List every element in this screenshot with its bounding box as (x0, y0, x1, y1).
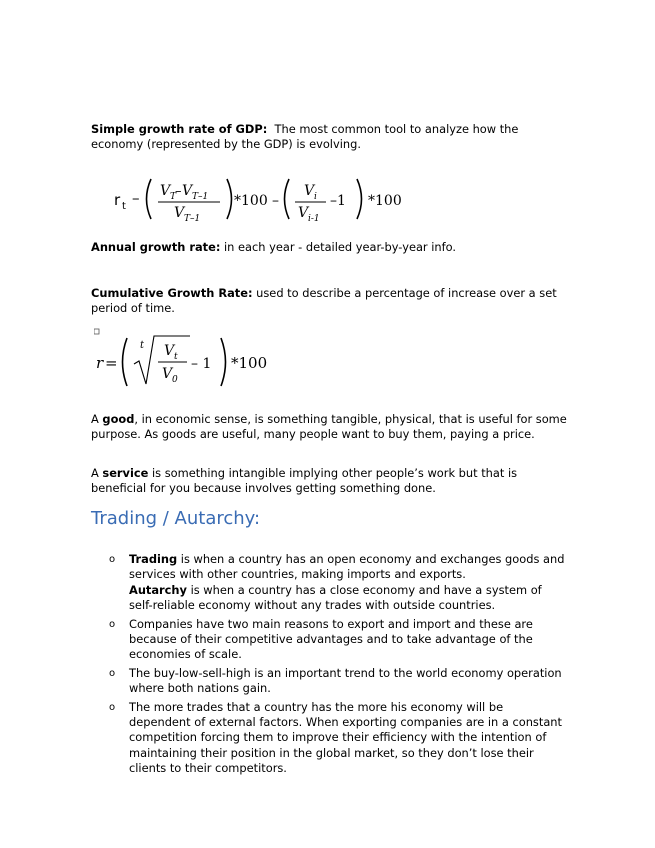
list-item (109, 699, 565, 777)
f1-minus: – (175, 184, 182, 199)
list-item (109, 665, 565, 697)
simple-growth-formula (112, 171, 412, 227)
f1-minus-sign: – (272, 193, 279, 209)
f1-den-sub: T–1 (184, 214, 201, 224)
f1-num2: V (182, 183, 193, 199)
f2-vn: V (164, 343, 175, 359)
simple-growth-paragraph (91, 122, 567, 152)
f2-times100: *100 (231, 354, 268, 372)
f1-num1: V (160, 183, 171, 199)
f2-vn-sub: t (174, 352, 178, 362)
service-prefix: A (91, 466, 103, 480)
f1-vd-sub: i-1 (308, 214, 320, 224)
bullet-text: is when a country has a close economy and have a system of self-reliable economy without any trades with outside countries. (129, 582, 542, 613)
broken-image-icon (94, 329, 99, 334)
bullet-marker: o (109, 618, 116, 630)
f1-lhs: r (114, 191, 121, 209)
f1-lhs-sub: t (122, 201, 126, 212)
bullet-marker: o (109, 667, 116, 679)
list-item (109, 552, 565, 614)
bullet-marker: o (109, 554, 116, 565)
trading-bullet-list (109, 552, 565, 780)
f1-den: V (174, 205, 185, 221)
good-paragraph (91, 412, 567, 442)
f1-eq: – (132, 189, 140, 207)
bullet-marker: o (109, 701, 116, 713)
list-item (109, 616, 565, 663)
good-text: , in economic sense, is something tangible, physical, that is useful for some purpose. As goods are useful, many people want to buy them, paying a price. (91, 412, 567, 441)
f1-times100: *100 (234, 193, 268, 209)
bullet-text: is when a country has an open economy and exchanges goods and services with other countries, making imports and exports. (129, 552, 565, 582)
annual-growth-text: in each year - detailed year-by-year info. (224, 240, 457, 254)
cumulative-growth-paragraph (91, 286, 567, 316)
simple-growth-label: Simple growth rate of GDP: (91, 122, 268, 136)
service-paragraph (91, 466, 567, 496)
good-term: good (102, 412, 135, 426)
bullet-term-autarchy: Autarchy (129, 582, 187, 597)
annual-growth-paragraph (91, 240, 567, 255)
f1-num1-sub: T (170, 192, 177, 202)
bullet-text: The buy-low-sell-high is an important trend to the world economy operation where both nations gain. (129, 665, 562, 696)
service-text: is something intangible implying other people’s work but that is beneficial for you because involves getting something done. (91, 466, 518, 495)
f2-vd-sub: 0 (172, 375, 178, 385)
f1-vd: V (298, 205, 309, 221)
f1-num2-sub: T–1 (192, 192, 209, 202)
bullet-term-trading: Trading (129, 552, 178, 566)
bullet-text: The more trades that a country has the more his economy will be dependent of external factors. When exporting companies are in a constant competition forcing them to improve their efficiency with the intention of maintaining their position in the global market, so they don’t lose their clients to their competitors. (129, 699, 562, 776)
f2-root-index: t (140, 340, 145, 351)
cumulative-growth-text: used to describe a percentage of increase over a set period of time. (91, 286, 557, 315)
f1-minus-one: –1 (330, 193, 346, 209)
f2-minus-one: – 1 (191, 356, 212, 372)
cumulative-growth-label: Cumulative Growth Rate: (91, 286, 253, 300)
simple-growth-text: The most common tool to analyze how the economy (represented by the GDP) is evolving. (91, 122, 519, 151)
good-prefix: A (91, 412, 103, 426)
service-term: service (102, 466, 149, 480)
f2-vd: V (162, 366, 173, 382)
trading-autarchy-heading: Trading / Autarchy: (91, 508, 261, 529)
f1-vn-sub: i (314, 192, 317, 202)
f2-eq: = (105, 354, 118, 372)
f1-vn: V (304, 183, 315, 199)
bullet-text: Companies have two main reasons to export and import and these are because of their competitive advantages and to take advantage of the economies of scale. (129, 616, 533, 662)
f2-lhs: r (96, 354, 104, 372)
cumulative-growth-formula (94, 328, 294, 390)
annual-growth-label: Annual growth rate: (91, 240, 221, 254)
f1-times100b: *100 (368, 193, 402, 209)
